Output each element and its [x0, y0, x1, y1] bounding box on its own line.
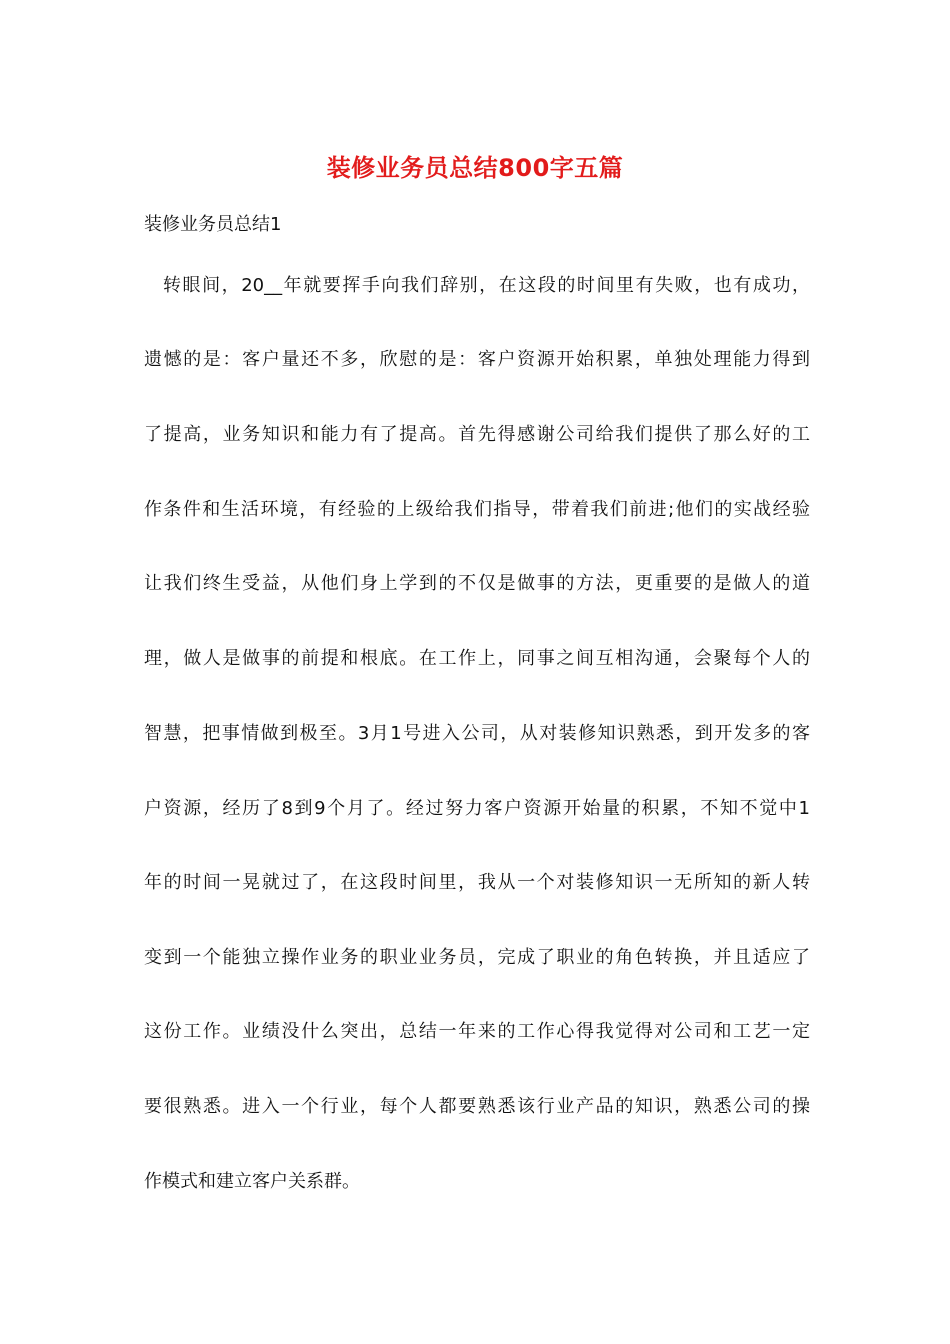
paragraph-line: 遗憾的是：客户量还不多，欣慰的是：客户资源开始积累，单独处理能力得到 [144, 349, 810, 370]
paragraph-line: 转眼间，20__年就要挥手向我们辞别，在这段的时间里有失败，也有成功， [163, 275, 810, 296]
paragraph-line: 智慧，把事情做到极至。3月1号进入公司，从对装修知识熟悉，到开发多的客 [144, 723, 810, 744]
paragraph-line: 户资源，经历了8到9个月了。经过努力客户资源开始量的积累，不知不觉中1 [144, 798, 810, 819]
paragraph-line: 这份工作。业绩没什么突出，总结一年来的工作心得我觉得对公司和工艺一定 [144, 1021, 810, 1042]
paragraph-line: 作模式和建立客户关系群。 [144, 1171, 360, 1192]
paragraph-line: 理，做人是做事的前提和根底。在工作上，同事之间互相沟通，会聚每个人的 [144, 648, 810, 669]
paragraph-line: 作条件和生活环境，有经验的上级给我们指导，带着我们前进;他们的实战经验 [144, 499, 810, 520]
paragraph-line: 变到一个能独立操作业务的职业业务员，完成了职业的角色转换，并且适应了 [144, 947, 810, 968]
paragraph-line: 了提高，业务知识和能力有了提高。首先得感谢公司给我们提供了那么好的工 [144, 424, 810, 445]
section-heading: 装修业务员总结1 [144, 214, 282, 235]
document-title: 装修业务员总结800字五篇 [326, 154, 624, 182]
paragraph-line: 让我们终生受益，从他们身上学到的不仅是做事的方法，更重要的是做人的道 [144, 573, 810, 594]
paragraph-line: 年的时间一晃就过了，在这段时间里，我从一个对装修知识一无所知的新人转 [144, 872, 810, 893]
paragraph-line: 要很熟悉。进入一个行业，每个人都要熟悉该行业产品的知识，熟悉公司的操 [144, 1096, 810, 1117]
